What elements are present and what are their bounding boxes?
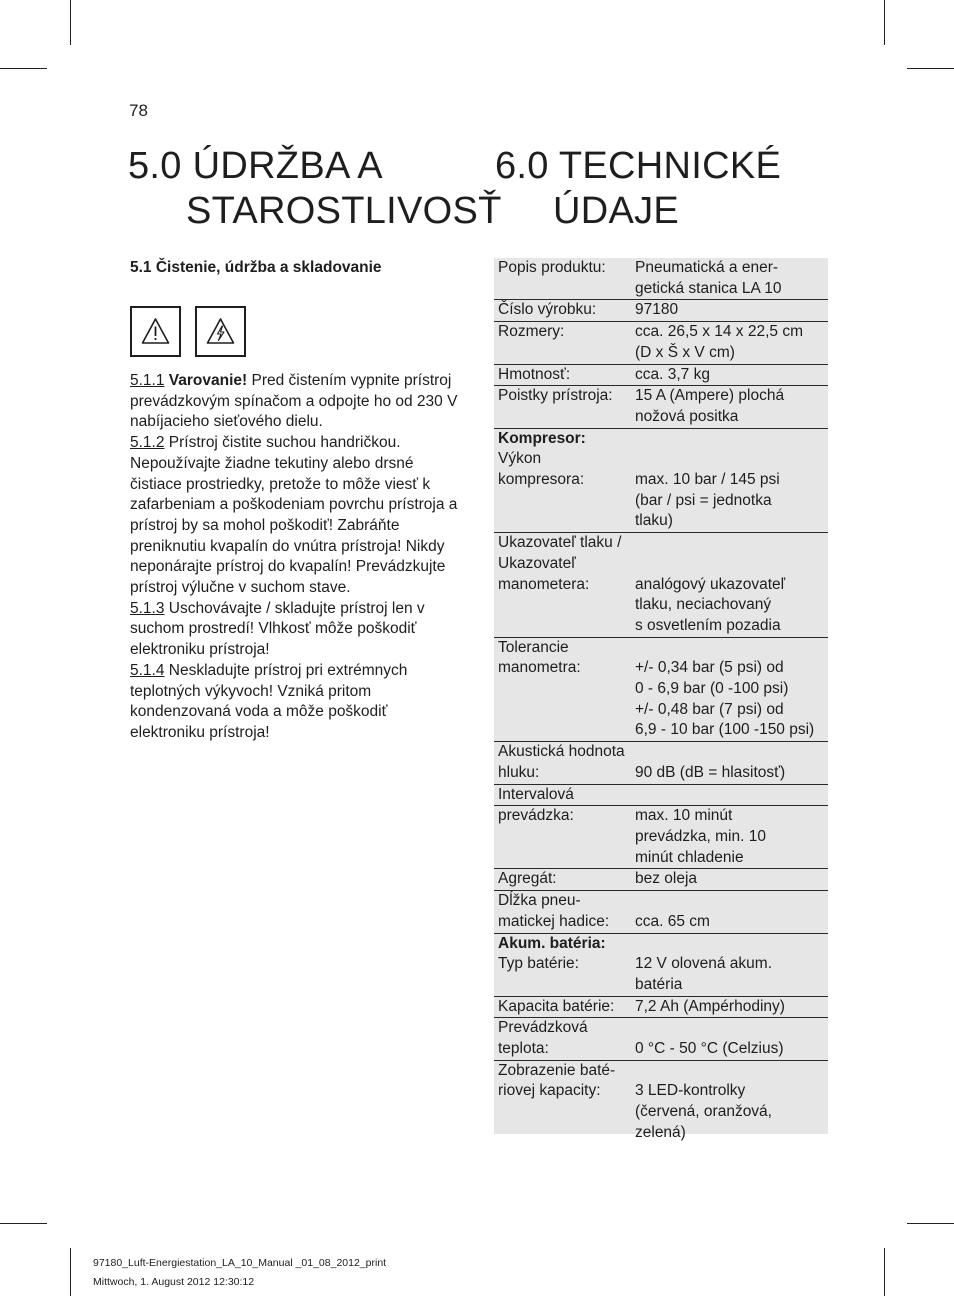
spec-value [635,386,828,427]
spec-label-line: Prevádzková [498,1019,588,1037]
spec-value-line: 0 - 6,9 bar (0 -100 psi) [635,680,789,698]
spec-value [635,806,828,868]
section-ref: 5.1.4 [130,661,165,679]
table-row [494,997,828,1019]
title-line: 5.0 ÚDRŽBA A [128,145,383,187]
spec-value-line: 3 LED-kontrolky [635,1082,746,1100]
spec-label [498,954,635,995]
spec-value-line: Pneumatická a ener- [635,259,779,276]
spec-label [498,1061,635,1144]
spec-value-line: (červená, oranžová, [635,1103,772,1121]
spec-value [635,891,828,932]
spec-value-line: cca. 26,5 x 14 x 22,5 cm [635,323,804,341]
spec-value-line: tlaku) [635,512,673,530]
spec-label-line: Poistky prístroja: [498,387,613,405]
title-line: ÚDAJE [553,190,680,232]
table-row [494,806,828,869]
spec-label [498,638,635,742]
spec-value-line [635,554,828,575]
crop-mark [70,0,71,45]
spec-value-line: 97180 [635,301,679,319]
spec-label-line: Hmotnosť: [498,365,571,383]
spec-label-line: Výkon [498,450,542,468]
spec-value-line: tlaku, neciachovaný [635,596,772,614]
spec-value [635,785,828,806]
spec-label [498,449,635,532]
spec-label-line: matickej hadice: [498,912,610,930]
subsection-title: 5.1 Čistenie, údržba a skladovanie [130,259,382,276]
electric-hazard-icon [195,306,246,357]
spec-label-line: hluku: [498,763,540,781]
spec-value-line: cca. 3,7 kg [635,365,710,383]
spec-value-line [635,1061,828,1082]
title-line: STAROSTLIVOSŤ [186,190,502,232]
spec-value [635,449,828,532]
spec-value [635,997,828,1018]
spec-value-line [635,742,828,763]
warning-keyword: Varovanie! [168,372,248,389]
paragraph-text: Uschovávajte / skladujte prístroj len v suchom prostredí! Vlhkosť môže poškodiť elektroniku prístroja! [130,599,425,659]
spec-label-line: Popis produktu: [498,259,606,276]
spec-label-line: Intervalová [498,785,574,803]
spec-label [498,300,635,321]
spec-value-line: (D x Š x V cm) [635,343,735,361]
paragraph-5-1-1 [130,371,465,433]
table-row [494,322,828,364]
spec-label-line: manometera: [498,575,590,593]
section-header-label: Akum. batéria: [498,934,606,952]
footer-filename: 97180_Luft-Energiestation_LA_10_Manual _01_08_2012_print [93,1257,387,1269]
spec-label [498,806,635,868]
crop-mark [907,1223,954,1224]
spec-label-line: Rozmery: [498,323,565,341]
paragraph-5-1-2 [130,433,465,599]
spec-label [498,869,635,890]
spec-value [635,954,828,995]
spec-label-line: manometra: [498,659,581,677]
table-row [494,638,828,743]
spec-label-line: Ukazovateľ [498,554,576,572]
spec-label-line: Agregát: [498,870,557,888]
spec-label [498,533,635,637]
table-row [494,533,828,638]
paragraph-text: Pred čistením vypnite prístroj prevádzkovým spínačom a odpojte ho od 230 V nabíjacieho sieťového dielu. [130,372,458,431]
crop-mark [0,68,47,69]
spec-label-line: Tolerancie [498,638,569,656]
table-row [494,785,828,807]
spec-label-line: Kapacita batérie: [498,997,615,1015]
spec-value-line: max. 10 minút [635,807,733,825]
table-section-header [494,429,828,450]
spec-value-line: nožová positka [635,407,739,425]
spec-value-line [635,638,828,659]
paragraph-text: Neskladujte prístroj pri extrémnych teplotných výkyvoch! Vzniká pritom kondenzovaná voda a môže poškodiť elektroniku prístroja! [130,661,408,741]
spec-value [635,638,828,742]
spec-value-line: zelená) [635,1123,686,1141]
paragraph-5-1-4 [130,661,465,744]
section-6-title [495,144,781,234]
table-row [494,954,828,996]
table-row [494,891,828,933]
crop-mark [70,1248,71,1296]
spec-value [635,533,828,637]
spec-value-line: 90 dB (dB = hlasitosť) [635,763,786,781]
spec-value [635,869,828,890]
table-row [494,386,828,428]
spec-label-line: Typ batérie: [498,955,579,973]
crop-mark [884,0,885,45]
spec-value-line [635,533,828,554]
crop-mark [907,68,954,69]
footer-date: Mittwoch, 1. August 2012 12:30:12 [93,1276,255,1288]
spec-value-line [635,449,828,470]
spec-label [498,742,635,783]
section-ref: 5.1.3 [130,599,165,617]
spec-value [635,258,828,299]
table-section-header [494,934,828,955]
spec-value-line: analógový ukazovateľ [635,575,786,593]
spec-value-line: bez oleja [635,870,698,888]
table-row [494,1018,828,1060]
spec-value-line: getická stanica LA 10 [635,279,782,297]
spec-value-line [635,1018,828,1039]
spec-label [498,386,635,427]
spec-value-line: batéria [635,975,683,993]
crop-mark [0,1223,47,1224]
table-row [494,449,828,533]
section-ref: 5.1.1 [130,372,165,389]
spec-value-line: prevádzka, min. 10 [635,827,766,845]
spec-value-line: (bar / psi = jednotka [635,491,772,509]
warning-exclamation-icon [130,306,181,357]
title-line: 6.0 TECHNICKÉ [495,145,782,187]
spec-label-line: Akustická hodnota [498,743,625,761]
spec-label-line: Dĺžka pneu- [498,892,581,910]
crop-mark [884,1248,885,1296]
spec-label [498,322,635,363]
spec-value-line: 15 A (Ampere) plochá [635,387,785,405]
spec-label [498,785,635,806]
table-row [494,300,828,322]
spec-value-line: max. 10 bar / 145 psi [635,471,780,489]
spec-label [498,365,635,386]
table-row [494,869,828,891]
spec-label-line: teplota: [498,1040,549,1058]
spec-value-line [635,891,828,912]
spec-value-line: 6,9 - 10 bar (100 -150 psi) [635,721,815,739]
spec-value [635,742,828,783]
spec-value-line: s osvetlením pozadia [635,616,781,634]
spec-value-line: 12 V olovená akum. [635,955,773,973]
spec-label-line: Ukazovateľ tlaku / [498,534,622,552]
spec-value-line [635,785,828,806]
page-number: 78 [129,101,148,120]
spec-value-line: 7,2 Ah (Ampérhodiny) [635,997,785,1015]
spec-value-line: cca. 65 cm [635,912,710,930]
spec-label [498,891,635,932]
section-header-label: Kompresor: [498,429,586,447]
paragraph-text: Prístroj čistite suchou handričkou. Nepoužívajte žiadne tekutiny alebo drsné čistiace prostriedky, pretože to môže viesť k zafarbeniam a poškodeniam povrchu prístroja a prístroj by sa mohol poškodiť! Zabráňte preniknutiu kvapalín do vnútra prístroja! Nikdy neponárajte prístroj do kvapalín! Prevádzkujte prístroj výlučne v suchom stave. [130,434,458,597]
spec-label [498,1018,635,1059]
table-row [494,365,828,387]
spec-value [635,322,828,363]
table-row [494,1061,828,1144]
spec-value-line: 0 °C - 50 °C (Celzius) [635,1040,784,1058]
spec-label-line: Zobrazenie baté- [498,1061,616,1079]
spec-value-line: +/- 0,34 bar (5 psi) od [635,659,784,677]
spec-label-line: riovej kapacity: [498,1082,601,1100]
paragraph-5-1-3 [130,599,465,661]
spec-value [635,300,828,321]
spec-label-line: prevádzka: [498,807,574,825]
spec-label-line: kompresora: [498,471,585,489]
maintenance-text [130,371,465,744]
spec-value [635,365,828,386]
table-row [494,742,828,784]
spec-value [635,1018,828,1059]
table-row [494,258,828,300]
spec-label [498,997,635,1018]
technical-data-table [494,258,828,1141]
section-5-title [128,144,502,234]
section-ref: 5.1.2 [130,434,165,452]
spec-label-line: Číslo výrobku: [498,301,597,319]
spec-value-line: minút chladenie [635,848,744,866]
spec-value-line: +/- 0,48 bar (7 psi) od [635,700,784,718]
spec-value [635,1061,828,1144]
spec-label [498,258,635,299]
